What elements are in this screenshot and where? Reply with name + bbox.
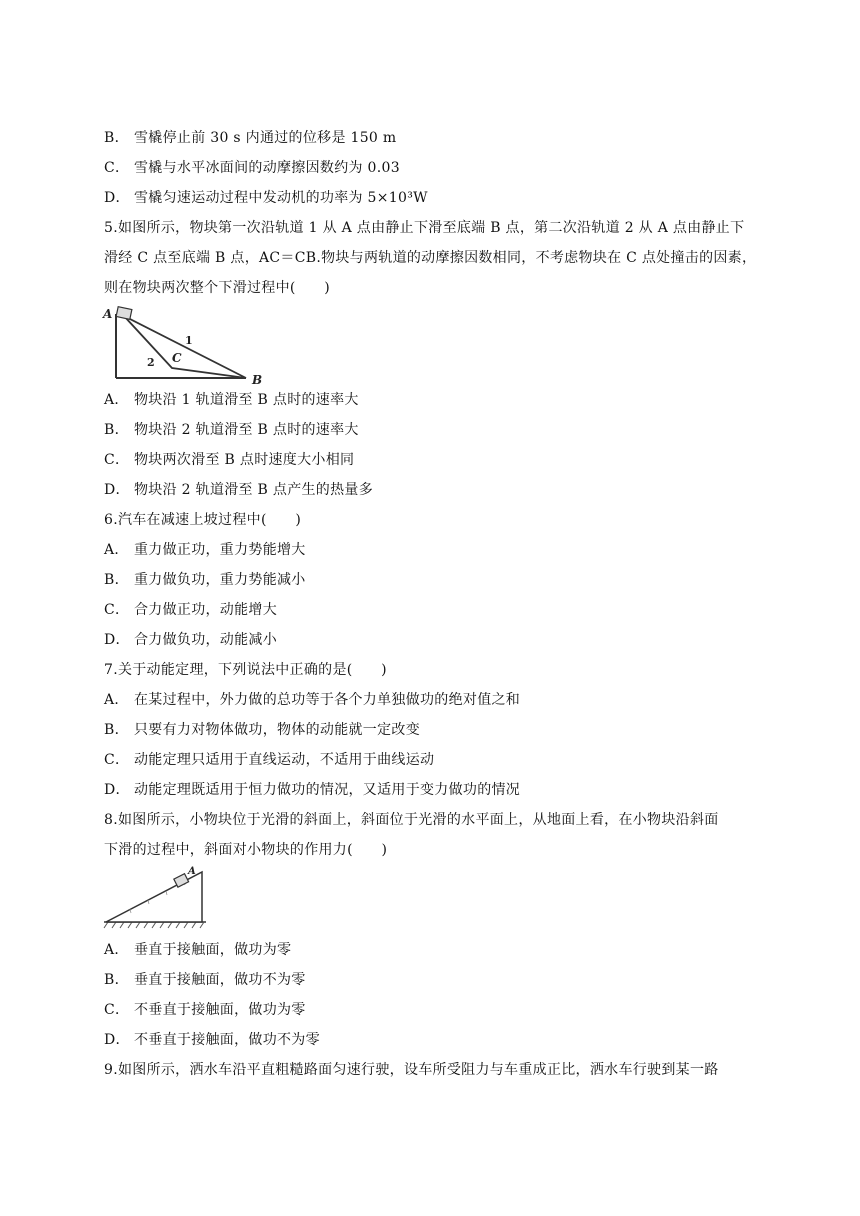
q5-option-d: D． 物块沿 2 轨道滑至 B 点产生的热量多: [104, 482, 373, 498]
q6-option-a: A． 重力做正功，重力势能增大: [104, 542, 306, 558]
q6-option-c: C． 合力做正功，动能增大: [104, 602, 277, 618]
q8-stem-line: 8.如图所示，小物块位于光滑的斜面上，斜面位于光滑的水平面上，从地面上看，在小物块沿斜面: [104, 812, 719, 828]
q9-stem-line: 9.如图所示，洒水车沿平直粗糙路面匀速行驶，设车所受阻力与车重成正比，洒水车行驶到某一路: [104, 1062, 719, 1078]
q8-figure: [102, 862, 212, 932]
q4-option-b: B． 雪橇停止前 30 s 内通过的位移是 150 m: [104, 130, 397, 146]
q7-option-b: B． 只要有力对物体做功，物体的动能就一定改变: [104, 722, 420, 738]
q5-label-a: A: [103, 307, 113, 321]
q8-label-a: A: [188, 866, 196, 877]
q5-option-a: A． 物块沿 1 轨道滑至 B 点时的速率大: [104, 392, 359, 408]
q7-option-c: C． 动能定理只适用于直线运动，不适用于曲线运动: [104, 752, 435, 768]
q5-stem-line: 5.如图所示，物块第一次沿轨道 1 从 A 点由静止下滑至底端 B 点，第二次沿轨道 2 从 A 点由静止下: [104, 220, 745, 236]
q5-stem-line: 则在物块两次整个下滑过程中( ): [104, 280, 331, 296]
q6-stem-line: 6.汽车在减速上坡过程中( ): [104, 512, 302, 528]
q5-label-b: B: [252, 373, 263, 386]
q8-option-c: C． 不垂直于接触面，做功为零: [104, 1002, 306, 1018]
q5-stem-line: 滑经 C 点至底端 B 点，AC＝CB.物块与两轨道的动摩擦因数相同，不考虑物块在 C 点处撞击的因素，: [104, 250, 757, 266]
q7-option-d: D． 动能定理既适用于恒力做功的情况，又适用于变力做功的情况: [104, 782, 521, 798]
q4-option-c: C． 雪橇与水平冰面间的动摩擦因数约为 0.03: [104, 160, 400, 176]
q6-option-b: B． 重力做负功，重力势能减小: [104, 572, 306, 588]
q4-option-d: D． 雪橇匀速运动过程中发动机的功率为 5×10³W: [104, 190, 428, 206]
q8-option-a: A． 垂直于接触面，做功为零: [104, 942, 292, 958]
q6-option-d: D． 合力做负功，动能减小: [104, 632, 277, 648]
q5-figure: [100, 304, 270, 386]
q5-track-2-label: 2: [147, 356, 155, 369]
q5-option-b: B． 物块沿 2 轨道滑至 B 点时的速率大: [104, 422, 359, 438]
q7-stem-line: 7.关于动能定理，下列说法中正确的是( ): [104, 662, 387, 678]
q5-track-1-label: 1: [185, 334, 193, 347]
q5-option-c: C． 物块两次滑至 B 点时速度大小相同: [104, 452, 355, 468]
q8-option-b: B． 垂直于接触面，做功不为零: [104, 972, 306, 988]
q7-option-a: A． 在某过程中，外力做的总功等于各个力单独做功的绝对值之和: [104, 692, 521, 708]
q8-option-d: D． 不垂直于接触面，做功不为零: [104, 1032, 320, 1048]
q5-label-c: C: [172, 351, 182, 365]
q8-stem-line: 下滑的过程中，斜面对小物块的作用力( ): [104, 842, 388, 858]
